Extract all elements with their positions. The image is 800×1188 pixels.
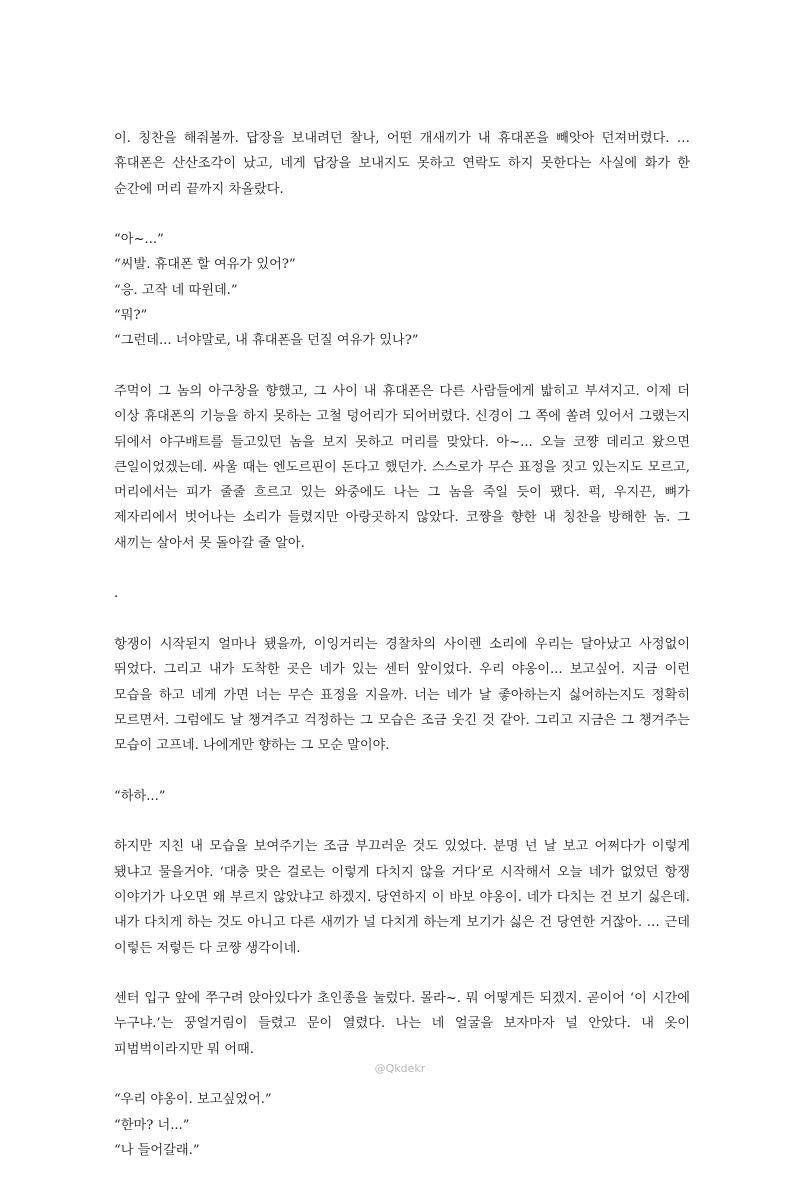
dialogue-line: “하하...” <box>114 788 166 804</box>
paragraph-1: 이. 칭찬을 해줘볼까. 답장을 보내려던 찰나, 어떤 개새끼가 내 휴대폰을 빼앗아 던져버렸다. … 휴대폰은 산산조각이 났고, 네게 답장을 보내지도 못하고 연락도 하지 못한다는 사실에 화가 한 순간에 머리 끝까지 차올랐다. <box>114 131 690 197</box>
paragraph-3: 항쟁이 시작된지 얼마나 됐을까, 이잉거리는 경찰차의 사이렌 소리에 우리는 달아났고 사정없이 뛰었다. 그리고 내가 도착한 곳은 네가 있는 센터 앞이었다. 우리 야옹이... 보고싶어. 지금 이런 모습을 하고 네게 가면 너는 무슨 표정을 지을까. 너는 네가 날 좋아하는지 싫어하는지도 정확히 모르면서. 그럼에도 날 챙겨주고 걱정하는 그 모습은 조금 웃긴 것 같아. 그리고 지금은 그 챙겨주는 모습이 고프네. 나에게만 향하는 그 모순 말이야. <box>114 636 690 754</box>
dialogue-line: “나 들어갈래.” <box>114 1142 200 1158</box>
dialogue-line: “응. 고작 네 따윈데.” <box>114 282 238 298</box>
dialogue-line: “씨발. 휴대폰 할 여유가 있어?” <box>114 257 296 273</box>
dialogue-block-1 <box>114 227 690 353</box>
dialogue-line: “아~...” <box>114 232 164 248</box>
paragraph-2: 주먹이 그 놈의 아구창을 향했고, 그 사이 내 휴대폰은 다른 사람들에게 밟히고 부셔지고. 이제 더 이상 휴대폰의 기능을 하지 못하는 고철 덩어리가 되어버렸다. 신경이 그 쪽에 쏠려 있어서 그랬는지 뒤에서 야구배트를 들고있던 놈을 보지 못하고 머리를 맞았다. 아~... 오늘 코쨩 데리고 왔으면 큰일이었겠는데. 싸울 때는 엔도르핀이 돈다고 했던가. 스스로가 무슨 표정을 짓고 있는지도 모르고, 머리에서는 피가 줄줄 흐르고 있는 와중에도 나는 그 놈을 죽일 듯이 팼다. 퍽, 우지끈, 뼈가 제자리에서 벗어나는 소리가 들렸지만 아랑곳하지 않았다. 코쨩을 향한 내 칭찬을 방해한 놈. 그 새끼는 살아서 못 돌아갈 줄 알아. <box>114 383 690 551</box>
dialogue-line: “뭐?” <box>114 308 148 324</box>
dialogue-block-2 <box>114 784 690 809</box>
dialogue-line: “우리 야옹이. 보고싶었어.” <box>114 1092 272 1108</box>
dialogue-line: “한마? 너...” <box>114 1117 190 1133</box>
paragraph-5: 센터 입구 앞에 쭈구려 앉아있다가 초인종을 눌렀다. 몰라~. 뭐 어떻게든 되겠지. 곧이어 ‘이 시간에 누구냐.’는 꿍얼거림이 들렸고 문이 열렸다. 나는 네 얼굴을 보자마자 널 안았다. 내 옷이 피범벅이라지만 뭐 어때. <box>114 991 690 1057</box>
dialogue-line: “그런데... 너야말로, 내 휴대폰을 던질 여유가 있나?” <box>114 333 419 349</box>
paragraph-4: 하지만 지친 내 모습을 보여주기는 조금 부끄러운 것도 있었다. 분명 넌 날 보고 어쩌다가 이렇게 됐냐고 물을거야. ‘대충 맞은 걸로는 이렇게 다치지 않을 거다’로 시작해서 오늘 네가 없었던 항쟁 이야기가 나오면 왜 부르지 않았냐고 하겠지. 당연하지 이 바보 야옹이. 네가 다치는 건 보기 싫은데. 내가 다치게 하는 것도 아니고 다른 새끼가 널 다치게 하는게 보기가 싫은 건 당연한 거잖아. … 근데 이렇든 저렇든 다 코쨩 생각이네. <box>114 839 690 956</box>
watermark: @Qkdekr <box>374 1062 426 1075</box>
document-body <box>114 126 690 1188</box>
scene-separator: . <box>114 586 119 602</box>
dialogue-block-3 <box>114 1087 690 1163</box>
